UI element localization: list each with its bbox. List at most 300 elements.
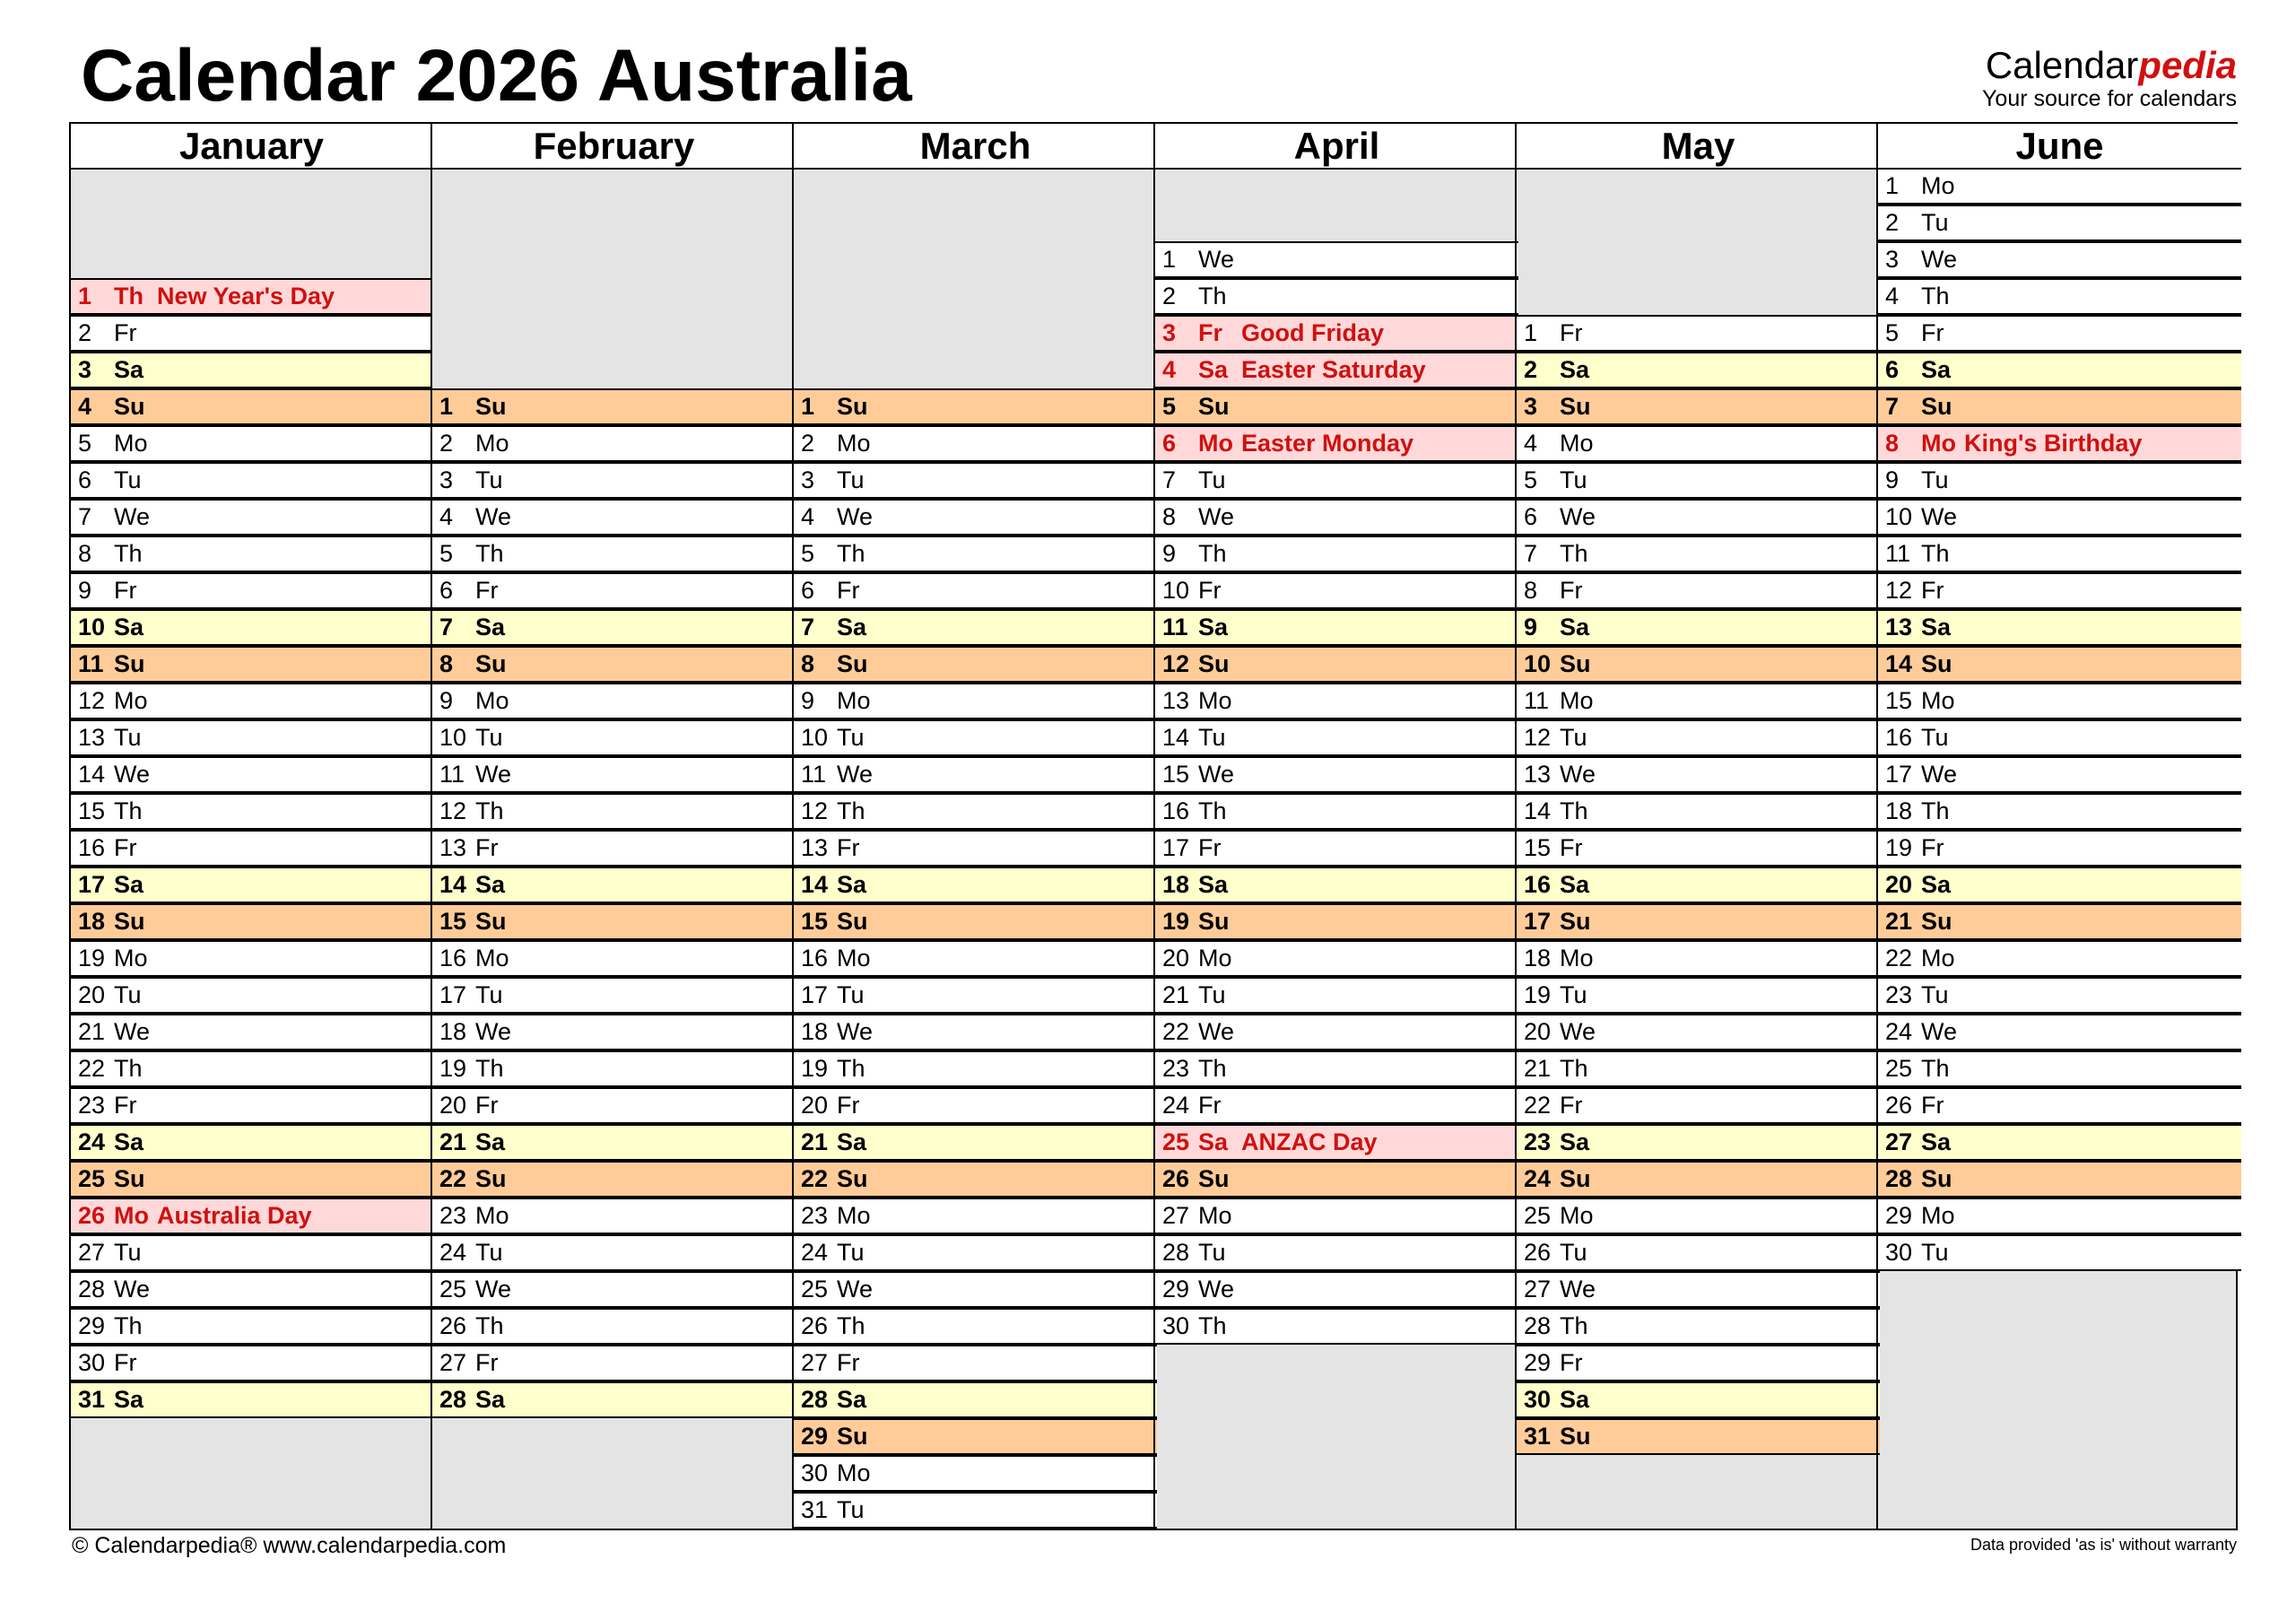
day-number: 1	[1524, 319, 1538, 346]
day-row[interactable]	[71, 1234, 432, 1271]
day-row[interactable]	[1517, 1381, 1880, 1418]
day-row[interactable]	[1517, 462, 1880, 499]
day-row[interactable]	[432, 903, 796, 940]
day-row[interactable]	[432, 609, 796, 646]
day-row[interactable]	[1155, 499, 1518, 536]
day-row[interactable]	[1155, 388, 1518, 425]
day-row[interactable]	[432, 719, 796, 756]
day-row[interactable]	[71, 1345, 432, 1381]
day-row[interactable]	[1878, 499, 2241, 536]
weekday-label: We	[1198, 1018, 1235, 1045]
day-row[interactable]	[1517, 1418, 1880, 1455]
weekday-label: Th	[114, 1312, 143, 1339]
day-row[interactable]	[1878, 1234, 2241, 1271]
day-row[interactable]	[1517, 756, 1880, 793]
weekday-label: Su	[837, 393, 868, 420]
day-row[interactable]	[1517, 1234, 1880, 1271]
day-row[interactable]	[1878, 388, 2241, 425]
day-row[interactable]	[1878, 940, 2241, 977]
day-row[interactable]	[1155, 315, 1518, 352]
weekday-label: Mo	[1921, 1202, 1955, 1229]
day-row[interactable]	[71, 536, 432, 572]
weekday-label: Fr	[1560, 1349, 1583, 1376]
day-row[interactable]	[794, 1014, 1157, 1050]
day-number: 18	[1524, 945, 1552, 971]
day-row[interactable]	[1517, 388, 1880, 425]
day-row[interactable]	[1155, 241, 1518, 278]
day-number: 4	[1885, 283, 1900, 309]
day-row[interactable]	[1878, 756, 2241, 793]
day-row[interactable]	[1517, 646, 1880, 683]
weekday-label: Tu	[1198, 981, 1226, 1008]
day-row[interactable]	[794, 940, 1157, 977]
day-row[interactable]	[1517, 425, 1880, 462]
day-row[interactable]	[1155, 1308, 1518, 1345]
weekday-label: Su	[837, 1165, 868, 1192]
day-row[interactable]	[71, 940, 432, 977]
day-number: 2	[1885, 209, 1900, 236]
day-row[interactable]	[1155, 462, 1518, 499]
day-row[interactable]	[1155, 1198, 1518, 1234]
day-row[interactable]	[432, 425, 796, 462]
day-row[interactable]	[794, 1418, 1157, 1455]
day-row[interactable]	[71, 1050, 432, 1087]
day-number: 20	[78, 981, 106, 1008]
day-row[interactable]	[794, 903, 1157, 940]
day-row[interactable]	[1155, 756, 1518, 793]
day-row[interactable]	[1878, 1198, 2241, 1234]
weekday-label: Fr	[1921, 577, 1944, 604]
weekday-label: We	[475, 1018, 512, 1045]
day-row[interactable]	[1517, 1198, 1880, 1234]
weekday-label: Fr	[475, 834, 499, 861]
weekday-label: We	[837, 503, 874, 530]
weekday-label: We	[114, 1018, 151, 1045]
day-row[interactable]	[71, 462, 432, 499]
day-row[interactable]	[1878, 683, 2241, 719]
day-row[interactable]	[1517, 719, 1880, 756]
day-row[interactable]	[1155, 278, 1518, 315]
day-row[interactable]	[1878, 241, 2241, 278]
day-row[interactable]	[1517, 1308, 1880, 1345]
day-row[interactable]	[1517, 1271, 1880, 1308]
day-number: 23	[1524, 1128, 1552, 1155]
day-row[interactable]	[794, 1345, 1157, 1381]
weekday-label: Mo	[1198, 687, 1232, 714]
day-row[interactable]	[1878, 1014, 2241, 1050]
day-row[interactable]	[432, 499, 796, 536]
day-row[interactable]	[1517, 793, 1880, 830]
day-row[interactable]	[432, 1161, 796, 1198]
day-number: 26	[1162, 1165, 1190, 1192]
day-row[interactable]	[432, 1308, 796, 1345]
day-row[interactable]	[794, 1050, 1157, 1087]
day-row[interactable]	[1878, 168, 2241, 205]
day-row[interactable]	[432, 867, 796, 903]
day-row[interactable]	[432, 1124, 796, 1161]
day-number: 2	[1162, 283, 1177, 309]
day-number: 30	[78, 1349, 106, 1376]
day-row[interactable]	[794, 867, 1157, 903]
weekday-label: Th	[1198, 1312, 1227, 1339]
day-number: 30	[1524, 1386, 1552, 1413]
weekday-label: Mo	[1560, 945, 1594, 971]
day-number: 4	[1524, 430, 1538, 457]
day-row[interactable]	[794, 1198, 1157, 1234]
day-row[interactable]	[71, 719, 432, 756]
day-number: 18	[1885, 797, 1913, 824]
day-row[interactable]	[432, 646, 796, 683]
day-row[interactable]	[1878, 830, 2241, 867]
day-number: 14	[78, 761, 106, 788]
day-row[interactable]	[794, 388, 1157, 425]
day-number: 22	[1162, 1018, 1190, 1045]
day-row[interactable]	[1517, 315, 1880, 352]
weekday-label: Th	[1198, 540, 1227, 567]
day-row[interactable]	[1155, 940, 1518, 977]
day-row[interactable]	[432, 388, 796, 425]
day-row[interactable]	[1878, 793, 2241, 830]
brand-name	[1982, 45, 2237, 86]
day-row[interactable]	[71, 1161, 432, 1198]
day-row[interactable]	[432, 1234, 796, 1271]
day-number: 24	[1524, 1165, 1552, 1192]
weekday-label: Tu	[114, 981, 142, 1008]
day-row[interactable]	[1517, 830, 1880, 867]
day-row[interactable]	[71, 278, 432, 315]
day-row[interactable]	[1878, 903, 2241, 940]
day-number: 17	[801, 981, 829, 1008]
day-row[interactable]	[432, 1271, 796, 1308]
day-number: 25	[1524, 1202, 1552, 1229]
day-row[interactable]	[1155, 646, 1518, 683]
day-number: 4	[801, 503, 815, 530]
day-row[interactable]	[1155, 1050, 1518, 1087]
day-row[interactable]	[794, 1087, 1157, 1124]
day-number: 1	[439, 393, 454, 420]
day-number: 10	[1885, 503, 1913, 530]
day-row[interactable]	[432, 830, 796, 867]
day-row[interactable]	[71, 646, 432, 683]
day-row[interactable]	[432, 1014, 796, 1050]
day-number: 14	[1885, 650, 1913, 677]
day-row[interactable]	[432, 977, 796, 1014]
day-row[interactable]	[794, 572, 1157, 609]
day-row[interactable]	[1517, 609, 1880, 646]
day-row[interactable]	[71, 609, 432, 646]
weekday-label: We	[475, 761, 512, 788]
day-row[interactable]	[1878, 315, 2241, 352]
day-row[interactable]	[1878, 867, 2241, 903]
weekday-label: Mo	[1560, 687, 1594, 714]
weekday-label: Sa	[837, 871, 867, 898]
day-row[interactable]	[794, 1455, 1157, 1492]
day-row[interactable]	[1878, 572, 2241, 609]
day-row[interactable]	[432, 793, 796, 830]
day-number: 13	[1885, 614, 1913, 640]
weekday-label: Su	[114, 908, 145, 935]
weekday-label: Th	[1198, 797, 1227, 824]
weekday-label: Th	[1921, 540, 1950, 567]
day-row[interactable]	[1517, 903, 1880, 940]
day-number: 28	[439, 1386, 467, 1413]
day-row[interactable]	[1155, 609, 1518, 646]
day-row[interactable]	[1155, 683, 1518, 719]
day-row[interactable]	[794, 536, 1157, 572]
day-row[interactable]	[1878, 205, 2241, 241]
day-row[interactable]	[794, 1308, 1157, 1345]
day-row[interactable]	[1517, 1124, 1880, 1161]
day-row[interactable]	[1878, 278, 2241, 315]
weekday-label: Sa	[475, 1386, 506, 1413]
day-number: 8	[801, 650, 815, 677]
day-row[interactable]	[432, 1087, 796, 1124]
day-number: 1	[78, 283, 92, 309]
day-row[interactable]	[1517, 1345, 1880, 1381]
day-number: 14	[801, 871, 829, 898]
weekday-label: Mo	[1921, 945, 1955, 971]
day-row[interactable]	[794, 719, 1157, 756]
day-row[interactable]	[1155, 1124, 1518, 1161]
day-row[interactable]	[1878, 1161, 2241, 1198]
day-row[interactable]	[1155, 1271, 1518, 1308]
day-number: 26	[439, 1312, 467, 1339]
day-row[interactable]	[1155, 867, 1518, 903]
day-number: 29	[1885, 1202, 1913, 1229]
day-row[interactable]	[794, 1124, 1157, 1161]
day-row[interactable]	[71, 1271, 432, 1308]
day-number: 16	[1162, 797, 1190, 824]
day-row[interactable]	[1878, 1124, 2241, 1161]
weekday-label: Sa	[1921, 1128, 1952, 1155]
day-number: 27	[1885, 1128, 1913, 1155]
weekday-label: Su	[1198, 908, 1230, 935]
day-row[interactable]	[71, 1124, 432, 1161]
day-row[interactable]	[1155, 425, 1518, 462]
day-number: 6	[1162, 430, 1177, 457]
day-row[interactable]	[794, 462, 1157, 499]
day-row[interactable]	[71, 683, 432, 719]
day-row[interactable]	[794, 1492, 1157, 1529]
day-row[interactable]	[71, 977, 432, 1014]
weekday-label: Th	[837, 1312, 865, 1339]
day-row[interactable]	[71, 903, 432, 940]
day-row[interactable]	[794, 977, 1157, 1014]
day-row[interactable]	[71, 793, 432, 830]
day-row[interactable]	[1517, 940, 1880, 977]
weekday-label: Mo	[1921, 172, 1955, 199]
day-number: 22	[78, 1055, 106, 1082]
day-number: 3	[439, 466, 454, 493]
weekday-label: Sa	[837, 614, 867, 640]
day-row[interactable]	[794, 646, 1157, 683]
day-row[interactable]	[1517, 683, 1880, 719]
day-row[interactable]	[432, 940, 796, 977]
day-row[interactable]	[1878, 646, 2241, 683]
day-row[interactable]	[71, 388, 432, 425]
day-number: 27	[1162, 1202, 1190, 1229]
weekday-label: Mo	[475, 687, 509, 714]
day-row[interactable]	[71, 572, 432, 609]
day-row[interactable]	[432, 572, 796, 609]
day-row[interactable]	[1155, 793, 1518, 830]
day-row[interactable]	[1878, 462, 2241, 499]
weekday-label: Su	[1921, 908, 1952, 935]
day-row[interactable]	[1878, 609, 2241, 646]
day-row[interactable]	[432, 462, 796, 499]
day-row[interactable]	[794, 793, 1157, 830]
weekday-label: Tu	[837, 981, 865, 1008]
day-row[interactable]	[1517, 867, 1880, 903]
day-number: 29	[801, 1423, 829, 1450]
holiday-label: Easter Monday	[1241, 430, 1414, 457]
day-row[interactable]	[794, 683, 1157, 719]
weekday-label: Sa	[1560, 614, 1590, 640]
day-row[interactable]	[71, 756, 432, 793]
day-row[interactable]	[794, 1234, 1157, 1271]
day-row[interactable]	[1155, 1087, 1518, 1124]
day-number: 19	[439, 1055, 467, 1082]
day-number: 21	[78, 1018, 106, 1045]
weekday-label: Fr	[475, 577, 499, 604]
weekday-label: Sa	[475, 614, 506, 640]
weekday-label: Fr	[837, 1092, 860, 1119]
day-row[interactable]	[794, 609, 1157, 646]
day-row[interactable]	[1517, 572, 1880, 609]
month-column-may	[1515, 124, 1880, 1529]
day-number: 14	[439, 871, 467, 898]
day-number: 22	[1885, 945, 1913, 971]
weekday-label: Su	[1198, 1165, 1230, 1192]
day-row[interactable]	[1878, 352, 2241, 388]
day-row[interactable]	[432, 1198, 796, 1234]
day-number: 15	[439, 908, 467, 935]
day-row[interactable]	[794, 499, 1157, 536]
day-row[interactable]	[432, 1381, 796, 1418]
weekday-label: Tu	[1921, 981, 1949, 1008]
day-number: 6	[1885, 356, 1900, 383]
day-row[interactable]	[1155, 977, 1518, 1014]
day-row[interactable]	[71, 1381, 432, 1418]
day-row[interactable]	[1517, 1161, 1880, 1198]
day-row[interactable]	[71, 499, 432, 536]
brand-logo[interactable]	[1982, 45, 2237, 111]
day-row[interactable]	[71, 1087, 432, 1124]
day-row[interactable]	[1155, 352, 1518, 388]
day-row[interactable]	[1878, 536, 2241, 572]
day-row[interactable]	[432, 683, 796, 719]
day-row[interactable]	[794, 1381, 1157, 1418]
day-row[interactable]	[1517, 1087, 1880, 1124]
day-row[interactable]	[71, 1014, 432, 1050]
day-number: 26	[78, 1202, 106, 1229]
day-number: 7	[1162, 466, 1177, 493]
day-row[interactable]	[1155, 903, 1518, 940]
day-row[interactable]	[1155, 719, 1518, 756]
day-number: 28	[1162, 1239, 1190, 1266]
day-row[interactable]	[794, 425, 1157, 462]
day-number: 16	[1524, 871, 1552, 898]
day-number: 23	[1885, 981, 1913, 1008]
day-row[interactable]	[1155, 536, 1518, 572]
weekday-label: Sa	[1198, 356, 1229, 383]
weekday-label: Th	[475, 1055, 504, 1082]
day-number: 21	[1885, 908, 1913, 935]
day-row[interactable]	[1878, 977, 2241, 1014]
weekday-label: Fr	[1560, 577, 1583, 604]
weekday-label: Tu	[837, 466, 865, 493]
holiday-label: ANZAC Day	[1241, 1128, 1378, 1155]
day-number: 5	[78, 430, 92, 457]
weekday-label: Su	[1560, 393, 1591, 420]
day-number: 16	[439, 945, 467, 971]
weekday-label: Mo	[114, 430, 148, 457]
day-number: 24	[78, 1128, 106, 1155]
day-row[interactable]	[71, 352, 432, 388]
day-row[interactable]	[432, 756, 796, 793]
day-row[interactable]	[71, 315, 432, 352]
day-number: 25	[439, 1276, 467, 1302]
day-row[interactable]	[71, 1198, 432, 1234]
day-row[interactable]	[1878, 1050, 2241, 1087]
day-row[interactable]	[794, 830, 1157, 867]
day-row[interactable]	[1878, 425, 2241, 462]
day-row[interactable]	[1517, 499, 1880, 536]
day-row[interactable]	[794, 1271, 1157, 1308]
weekday-label: We	[114, 503, 151, 530]
day-row[interactable]	[1155, 1014, 1518, 1050]
day-row[interactable]	[794, 756, 1157, 793]
day-row[interactable]	[432, 1345, 796, 1381]
day-row[interactable]	[432, 1050, 796, 1087]
day-row[interactable]	[71, 830, 432, 867]
day-number: 31	[1524, 1423, 1552, 1450]
day-row[interactable]	[71, 425, 432, 462]
day-number: 18	[801, 1018, 829, 1045]
day-row[interactable]	[1155, 830, 1518, 867]
day-row[interactable]	[1878, 1087, 2241, 1124]
day-row[interactable]	[1517, 1050, 1880, 1087]
day-number: 19	[78, 945, 106, 971]
day-row[interactable]	[1517, 1014, 1880, 1050]
day-row[interactable]	[1517, 536, 1880, 572]
weekday-label: Su	[1560, 650, 1591, 677]
weekday-label: Th	[475, 540, 504, 567]
day-row[interactable]	[432, 536, 796, 572]
day-row[interactable]	[1878, 719, 2241, 756]
day-row[interactable]	[1155, 1161, 1518, 1198]
day-row[interactable]	[1155, 572, 1518, 609]
weekday-label: Tu	[1921, 209, 1949, 236]
weekday-label: Sa	[1560, 1128, 1590, 1155]
day-row[interactable]	[1517, 977, 1880, 1014]
day-row[interactable]	[71, 867, 432, 903]
weekday-label: Sa	[475, 871, 506, 898]
day-row[interactable]	[794, 1161, 1157, 1198]
weekday-label: Tu	[837, 1239, 865, 1266]
day-row[interactable]	[1155, 1234, 1518, 1271]
weekday-label: Su	[475, 908, 507, 935]
day-number: 9	[801, 687, 815, 714]
day-number: 2	[439, 430, 454, 457]
holiday-label: Easter Saturday	[1241, 356, 1426, 383]
day-row[interactable]	[71, 1308, 432, 1345]
day-number: 3	[1885, 246, 1900, 273]
day-number: 23	[78, 1092, 106, 1119]
day-number: 30	[801, 1459, 829, 1486]
day-number: 31	[801, 1496, 829, 1523]
day-row[interactable]	[1517, 352, 1880, 388]
